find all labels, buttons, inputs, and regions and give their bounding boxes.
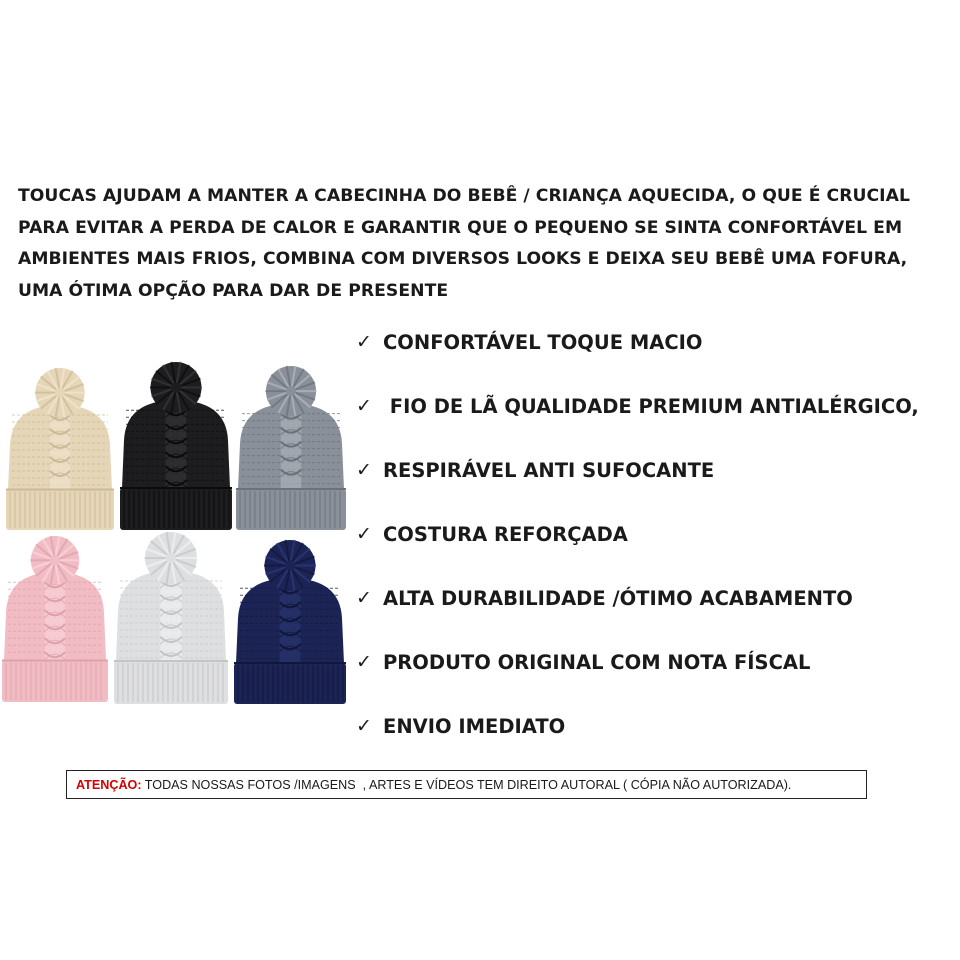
feature-label: RESPIRÁVEL ANTI SUFOCANTE <box>383 458 715 482</box>
check-icon: ✓ <box>356 459 372 481</box>
notice-label: ATENÇÃO: <box>76 777 142 792</box>
feature-label: FIO DE LÃ QUALIDADE PREMIUM ANTIALÉRGICO, <box>383 394 919 418</box>
check-icon: ✓ <box>356 395 372 417</box>
feature-label: ENVIO IMEDIATO <box>383 714 566 738</box>
feature-item <box>356 578 853 618</box>
check-icon: ✓ <box>356 715 372 737</box>
feature-item <box>356 386 919 426</box>
white-beanie-icon <box>114 532 228 704</box>
feature-item <box>356 322 702 362</box>
feature-item <box>356 642 810 682</box>
feature-item <box>356 706 565 746</box>
feature-item <box>356 450 714 490</box>
beanie-collection-image <box>0 360 352 710</box>
cream-beanie-icon <box>6 368 114 530</box>
black-beanie-icon <box>120 362 232 530</box>
gray-beanie-icon <box>236 366 346 530</box>
copyright-notice <box>66 770 867 799</box>
check-icon: ✓ <box>356 587 372 609</box>
beanie-collection-graphic <box>0 360 352 710</box>
notice-text: TODAS NOSSAS FOTOS /IMAGENS , ARTES E VÍDEOS TEM DIREITO AUTORAL ( CÓPIA NÃO AUTORIZADA). <box>141 777 792 792</box>
intro-paragraph: TOUCAS AJUDAM A MANTER A CABECINHA DO BEBÊ / CRIANÇA AQUECIDA, O QUE É CRUCIAL PARA EVITAR A PERDA DE CALOR E GARANTIR QUE O PEQUENO SE SINTA CONFORTÁVEL EM AMBIENTES MAIS FRIOS, COMBINA COM DIVERSOS LOOKS E DEIXA SEU BEBÊ UMA FOFURA, UMA ÓTIMA OPÇÃO PARA DAR DE PRESENTE <box>18 186 910 301</box>
navy-beanie-icon <box>234 540 346 704</box>
feature-label: CONFORTÁVEL TOQUE MACIO <box>383 330 703 354</box>
check-icon: ✓ <box>356 331 372 353</box>
feature-label: PRODUTO ORIGINAL COM NOTA FÍSCAL <box>383 650 811 674</box>
feature-item <box>356 514 628 554</box>
pink-beanie-icon <box>2 536 108 702</box>
feature-label: COSTURA REFORÇADA <box>383 522 628 546</box>
feature-label: ALTA DURABILIDADE /ÓTIMO ACABAMENTO <box>383 586 853 610</box>
check-icon: ✓ <box>356 651 372 673</box>
check-icon: ✓ <box>356 523 372 545</box>
